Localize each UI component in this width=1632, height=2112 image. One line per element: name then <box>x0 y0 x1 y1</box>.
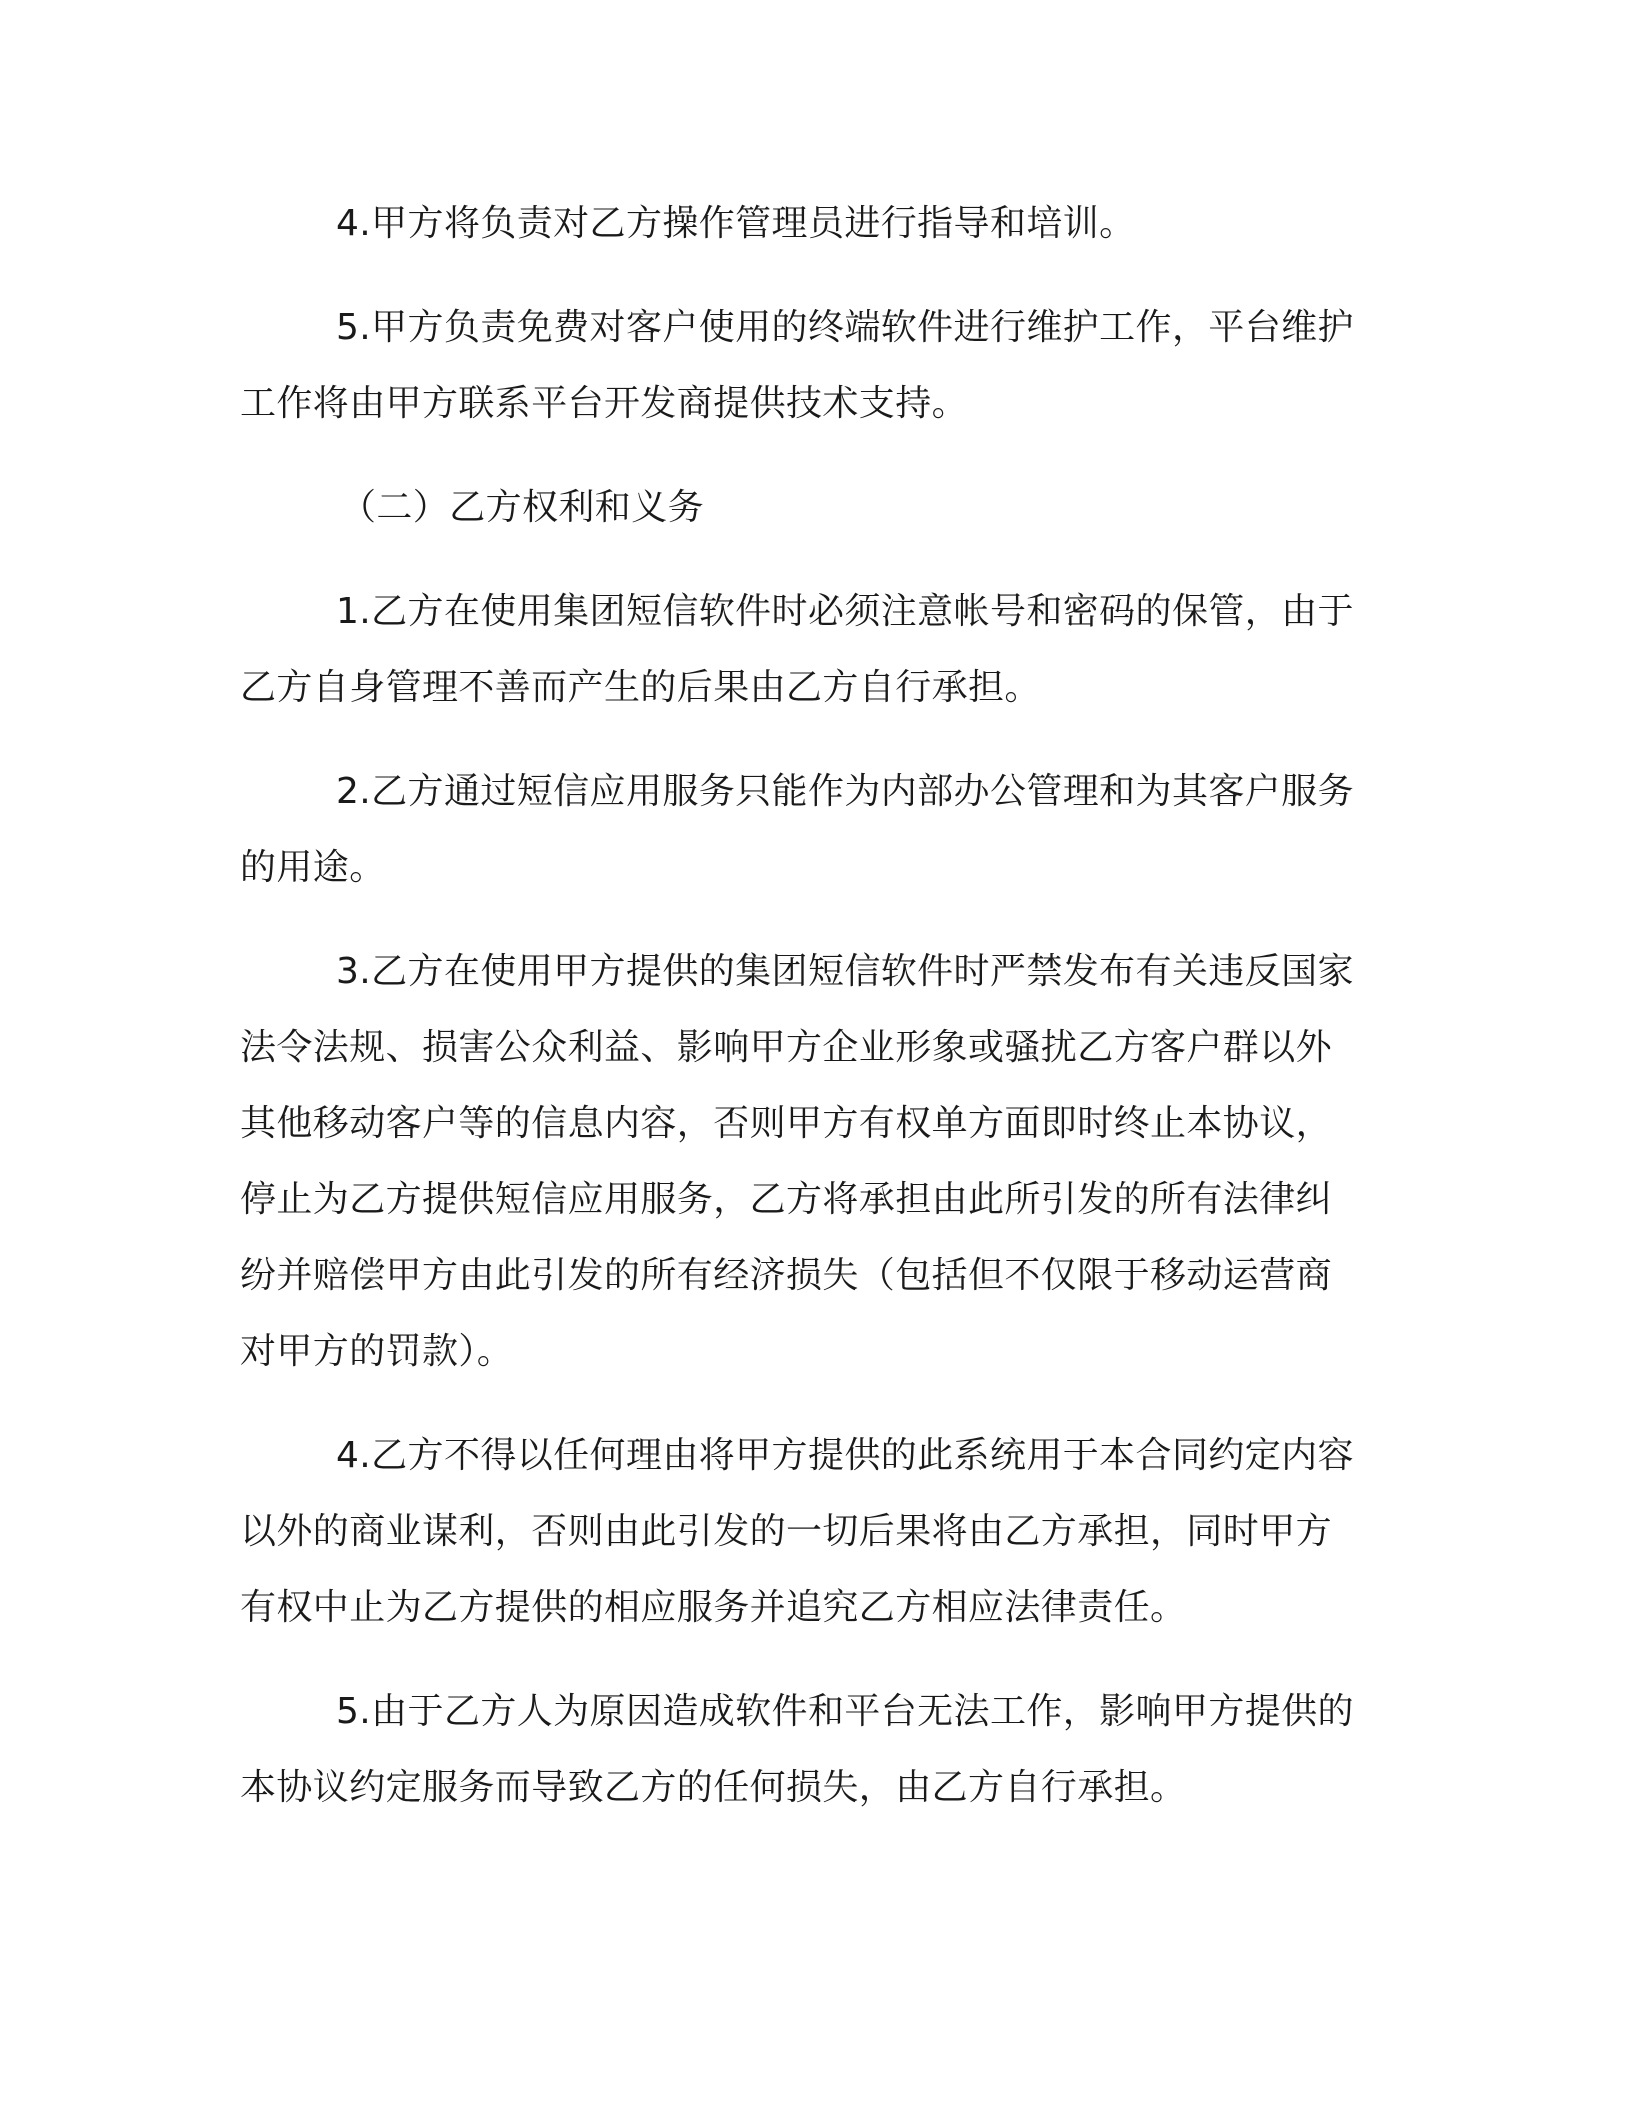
paragraph-b3-line-2: 法令法规、损害公众利益、影响甲方企业形象或骚扰乙方客户群以外 <box>240 1027 1333 1068</box>
paragraph-b1-line-1: 1.乙方在使用集团短信软件时必须注意帐号和密码的保管，由于 <box>336 591 1354 632</box>
paragraph-b1-line-2: 乙方自身管理不善而产生的后果由乙方自行承担。 <box>240 667 1041 708</box>
paragraph-b5-line-2: 本协议约定服务而导致乙方的任何损失，由乙方自行承担。 <box>240 1767 1187 1808</box>
paragraph-b3-line-1: 3.乙方在使用甲方提供的集团短信软件时严禁发布有关违反国家 <box>336 951 1354 992</box>
paragraph-b3-line-4: 停止为乙方提供短信应用服务，乙方将承担由此所引发的所有法律纠 <box>240 1179 1333 1220</box>
paragraph-b2-line-2: 的用途。 <box>240 847 386 888</box>
paragraph-a5-line-1: 5.甲方负责免费对客户使用的终端软件进行维护工作，平台维护 <box>336 307 1354 348</box>
paragraph-b2-line-1: 2.乙方通过短信应用服务只能作为内部办公管理和为其客户服务 <box>336 771 1354 812</box>
paragraph-b3-line-5: 纷并赔偿甲方由此引发的所有经济损失（包括但不仅限于移动运营商 <box>240 1255 1333 1296</box>
document-body <box>240 186 1368 1826</box>
section-heading: （二）乙方权利和义务 <box>340 487 705 528</box>
paragraph-b4-line-2: 以外的商业谋利，否则由此引发的一切后果将由乙方承担，同时甲方 <box>240 1511 1333 1552</box>
paragraph-a4-line-1: 4.甲方将负责对乙方操作管理员进行指导和培训。 <box>336 203 1136 244</box>
paragraph-b4-line-1: 4.乙方不得以任何理由将甲方提供的此系统用于本合同约定内容 <box>336 1435 1354 1476</box>
paragraph-b5-line-1: 5.由于乙方人为原因造成软件和平台无法工作，影响甲方提供的 <box>336 1691 1354 1732</box>
paragraph-b4-line-3: 有权中止为乙方提供的相应服务并追究乙方相应法律责任。 <box>240 1587 1187 1628</box>
paragraph-a5-line-2: 工作将由甲方联系平台开发商提供技术支持。 <box>240 383 969 424</box>
paragraph-b3-line-6: 对甲方的罚款）。 <box>240 1331 514 1372</box>
paragraph-b3-line-3: 其他移动客户等的信息内容，否则甲方有权单方面即时终止本协议， <box>240 1103 1333 1144</box>
